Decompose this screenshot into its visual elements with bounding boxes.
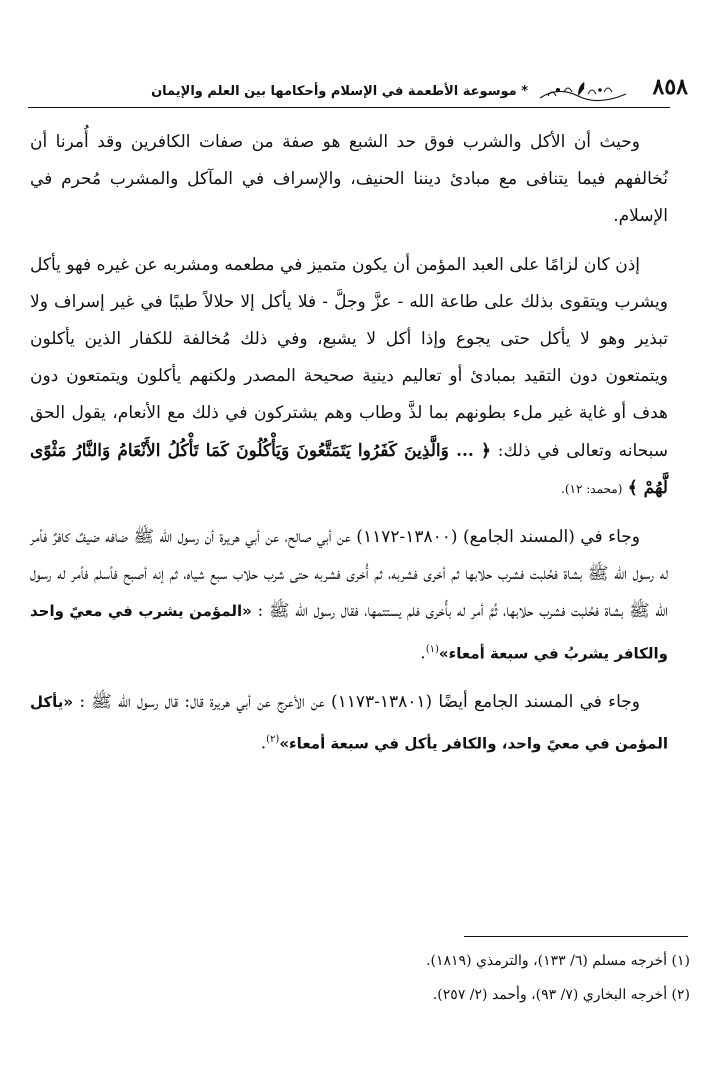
footnote-mark: (٢) [266,733,280,745]
page-header [28,74,688,108]
paragraph-1 [30,124,668,236]
paragraph-4 [30,684,668,763]
quran-reference: (محمد: ١٢). [561,481,623,496]
running-title: * موسوعة الأطعمة في الإسلام وأحكامها بين العلم والإيمان [151,84,528,99]
floral-ornament-icon [538,78,628,108]
hadith-quote: «المؤمن يشرب في معيً واحد والكافر يشربُ في سبعة أمعاء» [30,602,668,663]
paragraph-tail: . [420,643,426,664]
footnote-1: (١) أخرجه مسلم (٦/ ١٣٣)، والترمذي (١٨١٩). [426,953,690,969]
paragraph-2 [30,247,668,508]
footnote-rule [464,936,688,937]
hadith-quote: «يأكل المؤمن في معيً واحد، والكافر يأكل في سبعة أمعاء» [30,692,668,753]
paragraph-text: وجاء في المسند الجامع أيضًا (١٣٨٠١-١١٧٣) عن الأعرج عن أبي هريرة قال: قال رسول الله ﷺ : [79,691,641,712]
footnotes [30,944,690,1012]
main-text [30,124,668,763]
paragraph-text: وحيث أن الأكل والشرب فوق حد الشبع هو صفة من صفات الكافرين وقد أُمرنا أن نُخالفهم فيما يتنافى مع مبادئ ديننا الحنيف، والإسراف في المآكل والمشرب مُحرم في الإسلام. [30,132,668,227]
paragraph-text: وجاء في (المسند الجامع) (١٣٨٠٠-١١٧٢) عن أبي صالح، عن أبي هريرة أن رسول الله ﷺ ضافه ضيفٌ كافرٌ فأمر له رسول الله ﷺ بشاة فحُلبت فشرب حلابها ثم أخرى فشربه، ثم أُخرى فشربه حتى شرب حلاب سبع شياه، ثم إنه أصبح فأسلم فأمر له رسول الله ﷺ بشاة فحُلبت فشرب حلابها، ثُمَّ أمر له بأُخرى فلم يستتمها، فقال رسول الله ﷺ : [30,527,668,622]
footnote-2: (٢) أخرجه البخاري (٧/ ٩٣)، وأحمد (٢/ ٢٥٧). [432,987,690,1003]
paragraph-3 [30,519,668,672]
header-rule [28,107,670,108]
paragraph-tail: . [260,733,267,754]
paragraph-text: إذن كان لزامًا على العبد المؤمن أن يكون متميز في مطعمه ومشربه عن غيره فهو يأكل ويشرب ويتقوى بذلك على طاعة الله - عزَّ وجلَّ - فلا يأكل إلا حلالاً طيبًا في غير إسراف ولا تبذير وهو لا يأكل حتى يجوع وإذا أكل لا يشبع، وفي ذلك مُخالفة للكفار الذين يأكلون ويتمتعون دون التقيد بمبادئ أو تعاليم دينية صحيحة المصدر ولكنهم يأكلون ويتمتعون دون هدف أو غاية غير ملء بطونهم بما لذَّ وطاب وهم يشتركون في ذلك مع الأنعام، يقول الحق سبحانه وتعالى في ذلك: [30,254,668,461]
footnote-mark: (١) [425,643,439,655]
page-number: ٨٥٨ [652,74,688,100]
quran-verse: ﴿ ... وَالَّذِينَ كَفَرُوا يَتَمَتَّعُونَ وَيَأْكُلُونَ كَمَا تَأْكُلُ الأَنْعَامُ وَالنَّارُ مَثْوًى لَّهُمْ ﴾ [30,440,668,498]
